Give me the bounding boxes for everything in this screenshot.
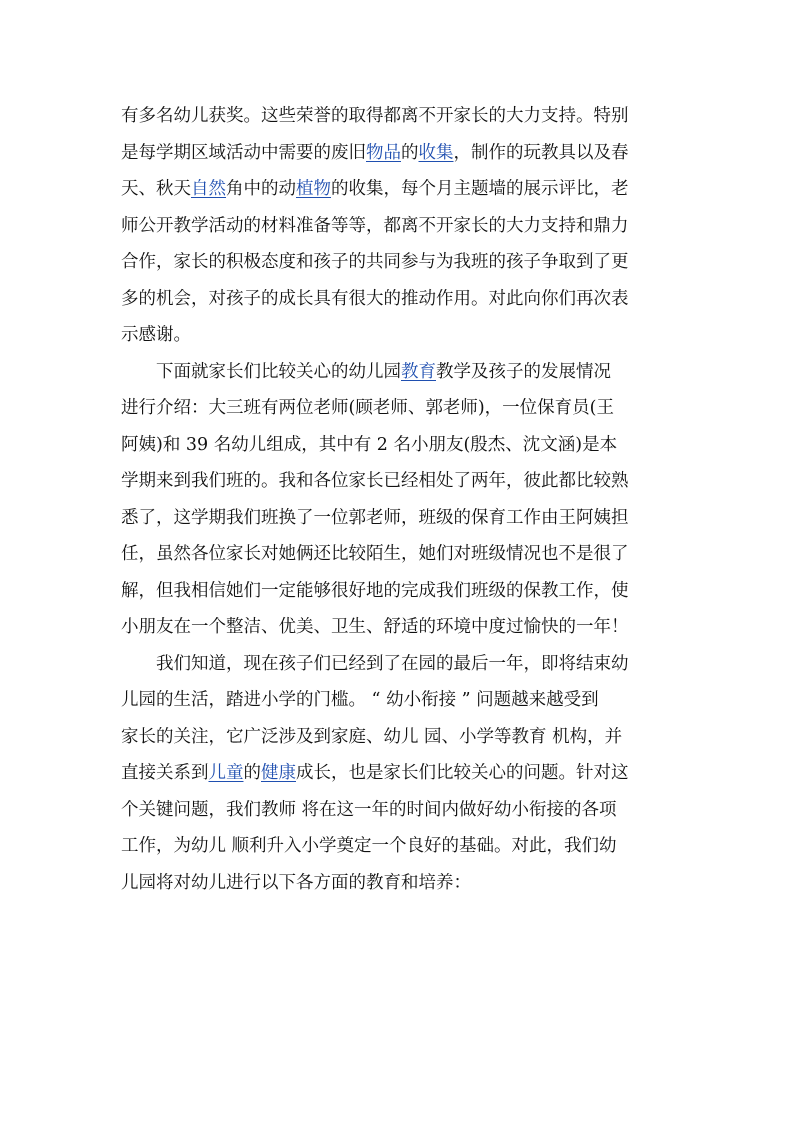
hyperlink[interactable]: 自然 [191, 179, 226, 199]
text-run: 学期来到我们班的。我和各位家长已经相处了两年，彼此都比较熟 [121, 471, 629, 491]
text-run: 进行介绍：大三班有两位老师(顾老师、郭老师)，一位保育员(王 [121, 398, 614, 418]
text-line [121, 317, 673, 354]
text-run: 儿园的生活，踏进小学的门槛。 “ 幼小衔接 ” 问题越来越受到 [121, 690, 599, 710]
text-run: 的 [243, 763, 261, 783]
text-run: 我们知道，现在孩子们已经到了在园的最后一年，即将结束幼 [156, 653, 629, 674]
hyperlink[interactable]: 物品 [366, 142, 401, 163]
document-body [121, 98, 673, 901]
text-run: 阿姨)和 39 名幼儿组成，其中有 2 名小朋友(殷杰、沈文涵)是本 [121, 434, 618, 455]
text-line [121, 682, 673, 719]
text-line [121, 792, 673, 829]
text-run: 师公开教学活动的材料准备等等，都离不开家长的大力支持和鼎力 [121, 215, 629, 236]
hyperlink[interactable]: 教育 [401, 361, 436, 382]
text-run: 小朋友在一个整洁、优美、卫生、舒适的环境中度过愉快的一年！ [121, 617, 629, 637]
text-line [121, 609, 673, 646]
text-line [121, 646, 673, 683]
text-line [121, 135, 673, 172]
text-line [121, 865, 673, 902]
text-run: 工作，为幼儿 顺利升入小学奠定一个良好的基础。对此，我们幼 [121, 836, 617, 856]
text-line [121, 755, 673, 792]
text-run: 的收集，每个月主题墙的展示评比，老 [331, 179, 629, 199]
text-line [121, 98, 673, 135]
hyperlink[interactable]: 收集 [418, 142, 454, 163]
text-run: 个关键问题，我们教师 将在这一年的时间内做好幼小衔接的各项 [121, 799, 617, 820]
text-line [121, 719, 673, 756]
text-run: 成长，也是家长们比较关心的问题。针对这 [296, 763, 629, 783]
text-run: 悉了，这学期我们班换了一位郭老师，班级的保育工作由王阿姨担 [121, 507, 629, 528]
text-line [121, 171, 673, 208]
text-run: 下面就家长们比较关心的幼儿园 [156, 361, 401, 382]
text-run: 的 [401, 142, 419, 163]
text-line [121, 500, 673, 537]
text-run: 儿园将对幼儿进行以下各方面的教育和培养： [121, 872, 471, 893]
text-line [121, 573, 673, 610]
text-line [121, 828, 673, 865]
text-line [121, 354, 673, 391]
text-line [121, 281, 673, 318]
hyperlink[interactable]: 植物 [296, 179, 331, 199]
text-run: 是每学期区域活动中需要的废旧 [121, 142, 366, 163]
text-run: 任，虽然各位家长对她俩还比较陌生，她们对班级情况也不是很了 [121, 544, 629, 564]
text-run: 教学及孩子的发展情况 [436, 361, 611, 382]
text-line [121, 390, 673, 427]
text-run: 解，但我相信她们一定能够很好地的完成我们班级的保教工作，使 [121, 580, 629, 601]
paragraph [121, 98, 673, 354]
text-run: 天、秋天 [121, 179, 191, 199]
text-line [121, 208, 673, 245]
text-run: 角中的动 [226, 179, 296, 199]
text-run: 示感谢。 [121, 325, 191, 345]
paragraph [121, 354, 673, 646]
text-line [121, 427, 673, 464]
text-run: 直接关系到 [121, 763, 209, 783]
text-line [121, 463, 673, 500]
paragraph [121, 646, 673, 902]
text-line [121, 244, 673, 281]
text-run: 有多名幼儿获奖。这些荣誉的取得都离不开家长的大力支持。特别 [121, 106, 629, 126]
text-run: 合作，家长的积极态度和孩子的共同参与为我班的孩子争取到了更 [121, 252, 629, 272]
text-line [121, 536, 673, 573]
hyperlink[interactable]: 儿童 [208, 763, 244, 783]
text-run: 多的机会，对孩子的成长具有很大的推动作用。对此向你们再次表 [121, 288, 629, 309]
text-run: ，制作的玩教具以及春 [453, 142, 629, 163]
text-run: 家长的关注，它广泛涉及到家庭、幼儿 园、小学等教育 机构，并 [121, 726, 623, 747]
hyperlink[interactable]: 健康 [261, 763, 296, 783]
